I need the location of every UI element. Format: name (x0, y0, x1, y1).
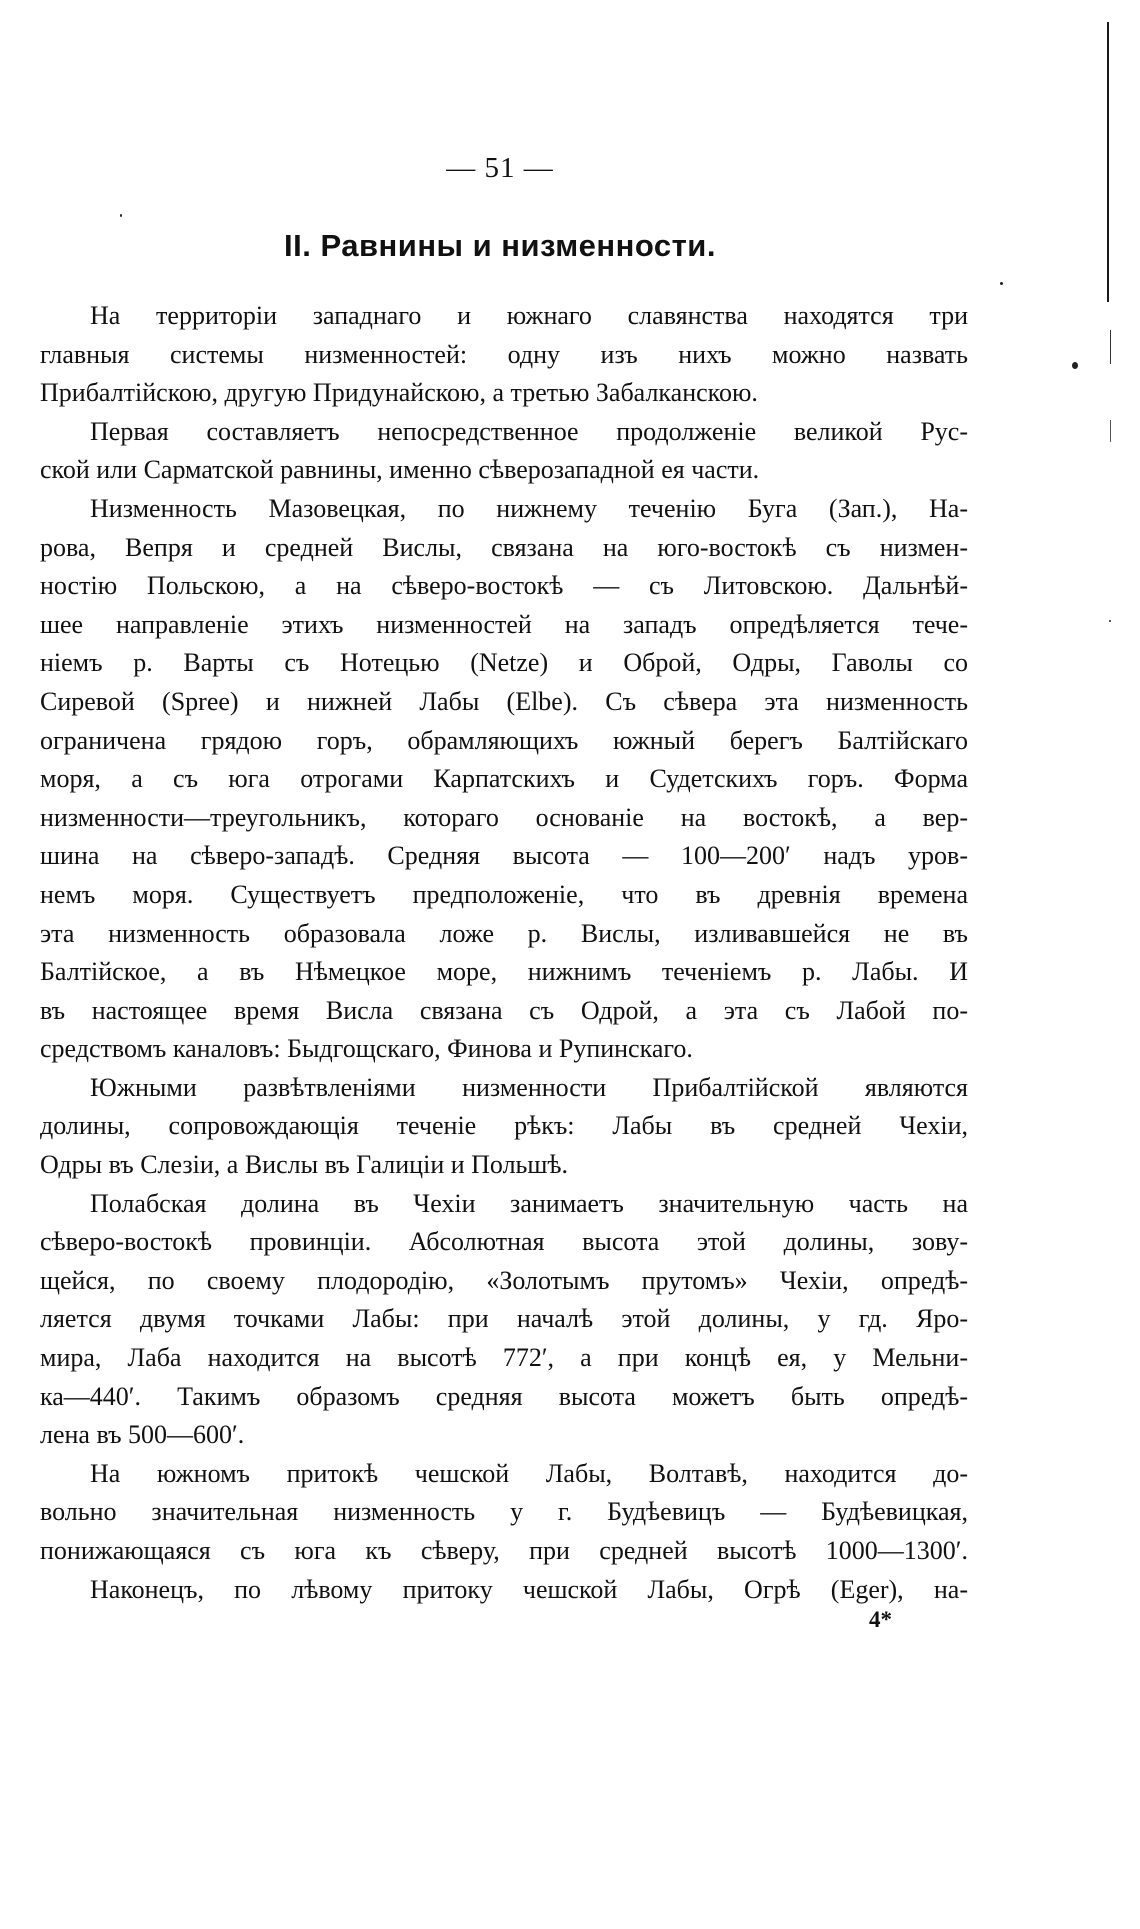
text-line: вольно значительная низменность у г. Будѣевицъ — Будѣевицкая, (40, 1497, 968, 1527)
scan-speck (120, 214, 122, 217)
text-line: Балтійское, а въ Нѣмецкое море, нижнимъ теченіемъ р. Лабы. И (40, 957, 968, 987)
section-heading: II. Равнины и низменности. (284, 228, 716, 263)
paragraph-6 (40, 1455, 968, 1609)
text-line: шее направленіе этихъ низменностей на западъ опредѣляется тече- (40, 609, 968, 639)
scan-speck (1072, 362, 1078, 369)
scan-speck (1109, 620, 1111, 622)
text-line: немъ моря. Существуетъ предположеніе, что въ древнія времена (40, 879, 968, 909)
paragraph-2 (40, 413, 968, 490)
text-line: средствомъ каналовъ: Быдгощскаго, Финова и Рупинскаго. (40, 1034, 693, 1064)
text-line: мира, Лаба находится на высотѣ 772′, а при концѣ ея, у Мельни- (40, 1343, 968, 1373)
paragraph-5 (40, 1185, 968, 1455)
text-line: Полабская долина въ Чехіи занимаетъ значительную часть на (90, 1188, 968, 1218)
text-line: лена въ 500—600′. (40, 1420, 245, 1450)
scan-edge-line (1107, 22, 1109, 302)
text-line: ляется двумя точками Лабы: при началѣ этой долины, у гд. Яро- (40, 1304, 968, 1334)
text-line: Прибалтійскою, другую Придунайскою, а третью Забалканскою. (40, 378, 758, 408)
text-line: ніемъ р. Варты съ Нотецью (Netze) и Оброй, Одры, Гаволы со (40, 648, 968, 678)
text-line: Южными развѣтвленіями низменности Прибалтійской являются (90, 1072, 968, 1102)
text-line: понижающаяся съ юга къ сѣверу, при средней высотѣ 1000—1300′. (40, 1536, 968, 1565)
text-line: моря, а съ юга отрогами Карпатскихъ и Судетскихъ горъ. Форма (40, 764, 968, 794)
signature-mark: 4* (869, 1607, 892, 1632)
text-line: главныя системы низменностей: одну изъ нихъ можно назвать (40, 339, 968, 369)
scan-speck (1000, 282, 1003, 285)
body-text (40, 297, 968, 1609)
text-line: Низменность Мазовецкая, по нижнему теченію Буга (Зап.), На- (90, 493, 968, 523)
text-line: рова, Вепря и средней Вислы, связана на юго-востокѣ съ низмен- (40, 532, 968, 562)
text-line: ограничена грядою горъ, обрамляющихъ южный берегъ Балтійскаго (40, 725, 968, 755)
page-number: — 51 — (446, 152, 554, 184)
text-line: Сиревой (Spree) и нижней Лабы (Elbe). Съ сѣвера эта низменность (40, 686, 968, 716)
text-line: На южномъ притокѣ чешской Лабы, Волтавѣ, находится до- (90, 1458, 968, 1488)
text-line: низменности—треугольникъ, котораго основаніе на востокѣ, а вер- (40, 802, 968, 832)
text-line: ка—440′. Такимъ образомъ средняя высота можетъ быть опредѣ- (40, 1381, 968, 1411)
scan-edge-line (1110, 330, 1111, 364)
text-line: шина на сѣверо-западѣ. Средняя высота — 100—200′ надъ уров- (40, 841, 968, 871)
text-line: Наконецъ, по лѣвому притоку чешской Лабы, Огрѣ (Eger), на- (90, 1574, 968, 1604)
scan-edge-line (1110, 420, 1111, 442)
text-line: Первая составляетъ непосредственное продолженіе великой Рус- (90, 416, 968, 446)
text-line: ностію Польскою, а на сѣверо-востокѣ — съ Литовскою. Дальнѣй- (40, 571, 968, 601)
paragraph-3 (40, 490, 968, 1069)
text-line: Одры въ Слезіи, а Вислы въ Галиціи и Польшѣ. (40, 1150, 569, 1180)
paragraph-1 (40, 297, 968, 413)
text-line: эта низменность образовала ложе р. Вислы, изливавшейся не въ (40, 918, 968, 948)
text-line: въ настоящее время Висла связана съ Одрой, а эта съ Лабой по- (40, 995, 968, 1025)
text-line: На территоріи западнаго и южнаго славянства находятся три (90, 301, 968, 330)
text-line: сѣверо-востокѣ провинціи. Абсолютная высота этой долины, зову- (40, 1227, 968, 1257)
paragraph-4 (40, 1069, 968, 1185)
text-line: долины, сопровождающія теченіе рѣкъ: Лабы въ средней Чехіи, (40, 1111, 968, 1141)
text-line: щейся, по своему плодородію, «Золотымъ прутомъ» Чехіи, опредѣ- (40, 1265, 968, 1295)
text-line: ской или Сарматской равнины, именно сѣверозападной ея части. (40, 455, 760, 485)
